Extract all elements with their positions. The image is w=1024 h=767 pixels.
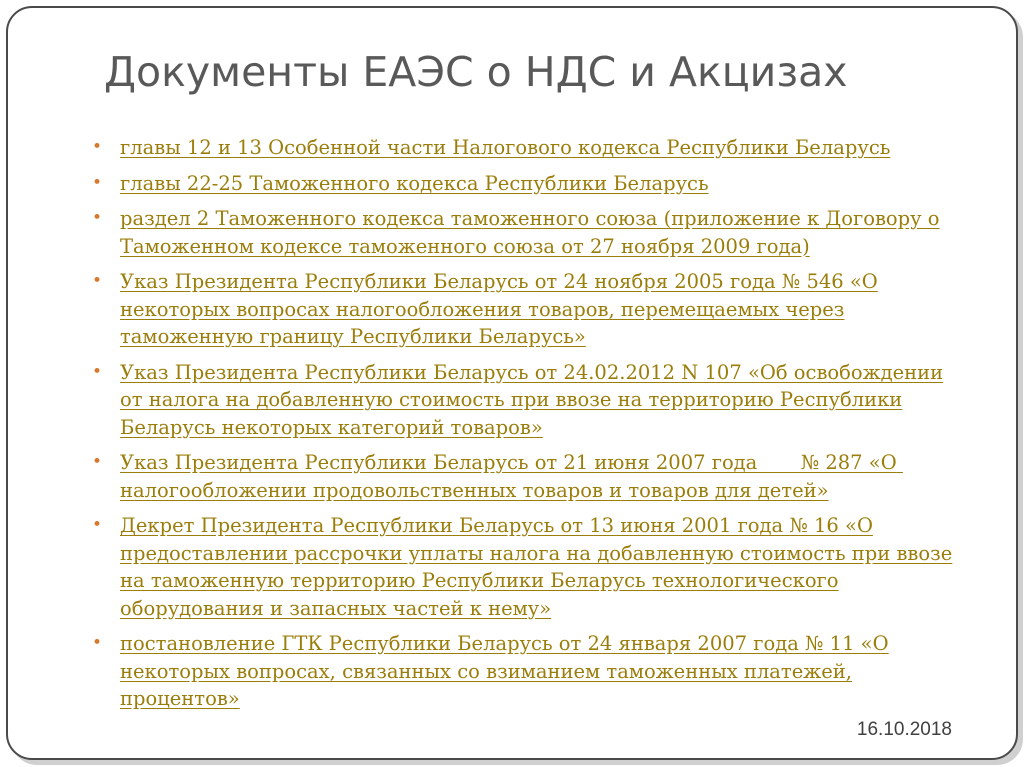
bullet-icon: • (92, 452, 103, 472)
document-link-1[interactable]: главы 12 и 13 Особенной части Налогового кодекса Республики Беларусь (120, 136, 891, 159)
document-link-7[interactable]: Декрет Президента Республики Беларусь от 13 июня 2001 года № 16 «О предоставлении рассрочки уплаты налога на добавленную стоимость при ввозе на таможенную территорию Республики Беларусь технологического оборудования и запасных частей к нему» (120, 514, 953, 620)
list-item (90, 170, 970, 198)
list-item (90, 630, 970, 713)
bullet-icon: • (92, 137, 103, 157)
slide-frame (6, 6, 1018, 760)
bullet-icon: • (92, 172, 103, 193)
list-item (90, 359, 970, 442)
document-list (90, 134, 970, 721)
bullet-icon: • (92, 271, 103, 291)
page-title: Документы ЕАЭС о НДС и Акцизах (104, 48, 848, 96)
document-link-5[interactable]: Указ Президента Республики Беларусь от 24.02.2012 N 107 «Об освобождении от налога на добавленную стоимость при ввозе на территорию Республики Беларусь некоторых категорий товаров» (120, 360, 944, 439)
bullet-icon: • (92, 515, 103, 535)
document-link-6[interactable]: Указ Президента Республики Беларусь от 21 июня 2007 года № 287 «О налогообложении продовольственных товаров и товаров для детей» (120, 451, 903, 502)
list-item (90, 449, 970, 504)
bullet-icon: • (92, 361, 103, 382)
slide-date: 16.10.2018 (856, 719, 952, 740)
list-item (90, 268, 970, 351)
document-link-3[interactable]: раздел 2 Таможенного кодекса таможенного союза (приложение к Договору о Таможенном кодексе таможенного союза от 27 ноября 2009 года) (120, 207, 940, 258)
document-link-8[interactable]: постановление ГТК Республики Беларусь от 24 января 2007 года № 11 «О некоторых вопросах, связанных со взиманием таможенных платежей, процентов» (120, 632, 889, 710)
document-link-2[interactable]: главы 22-25 Таможенного кодекса Республики Беларусь (120, 171, 709, 195)
bullet-icon: • (92, 633, 103, 653)
document-link-4[interactable]: Указ Президента Республики Беларусь от 24 ноября 2005 года № 546 «О некоторых вопросах налогообложения товаров, перемещаемых через таможенную границу Республики Беларусь» (120, 270, 878, 348)
list-item (90, 205, 970, 260)
bullet-icon: • (92, 208, 103, 228)
list-item (90, 512, 970, 622)
list-item (90, 134, 970, 162)
